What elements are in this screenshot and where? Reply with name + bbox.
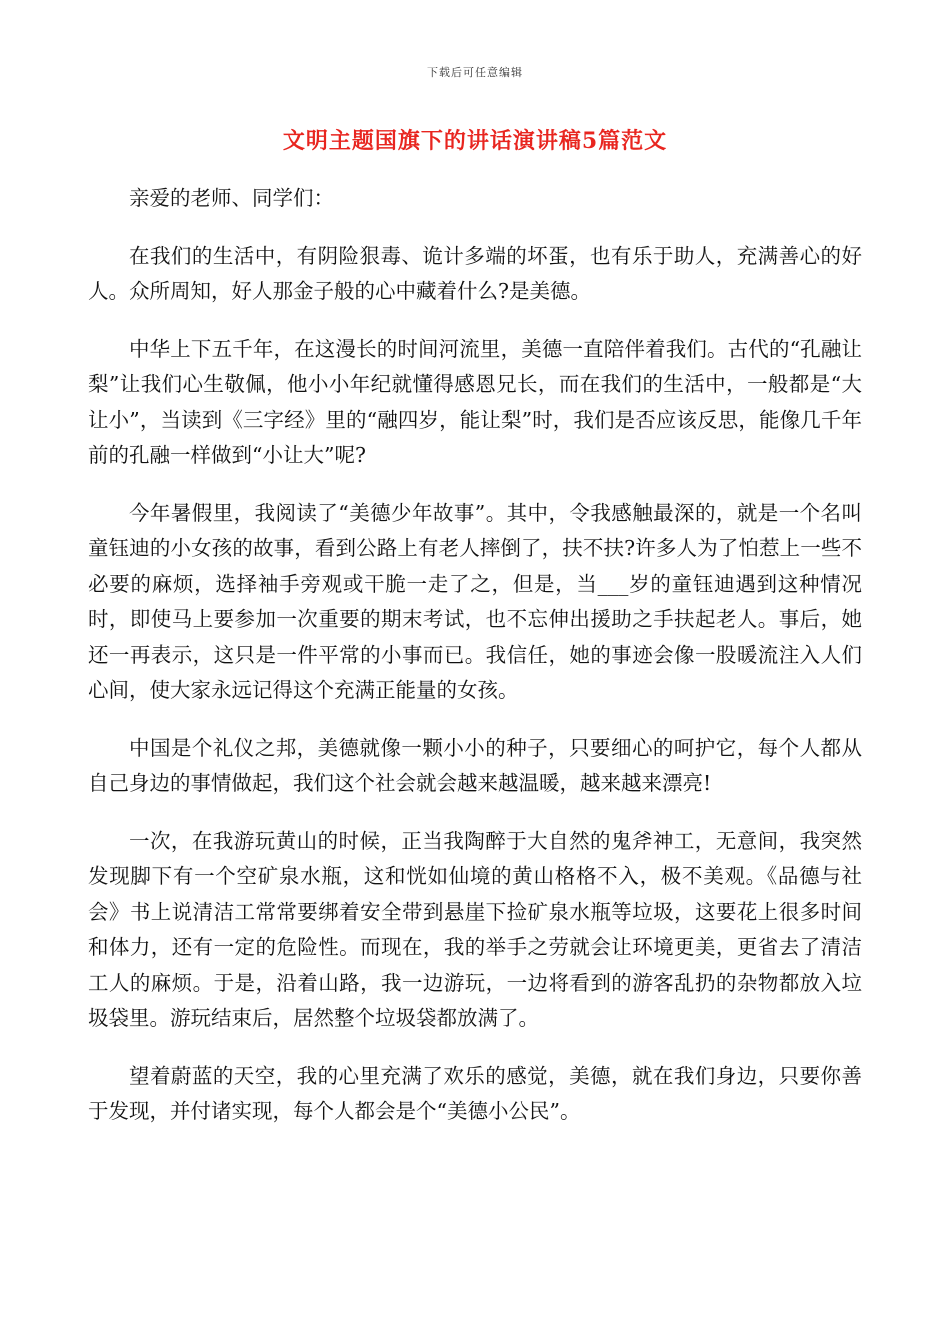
header-note: 下载后可任意编辑 [427,66,523,79]
paragraph-5: 一次，在我游玩黄山的时候，正当我陶醉于大自然的鬼斧神工，无意间，我突然发现脚下有一个空矿泉水瓶，这和恍如仙境的黄山格格不入，极不美观。《品德与社会》书上说清洁工常常要绑着安全带到悬崖下捡矿泉水瓶等垃圾，这要花上很多时间和体力，还有一定的危险性。而现在，我的举手之劳就会让环境更美，更省去了清洁工人的麻烦。于是，沿着山路，我一边游玩，一边将看到的游客乱扔的杂物都放入垃圾袋里。游玩结束后，居然整个垃圾袋都放满了。 [88,828,862,1030]
document-body [88,181,862,1152]
paragraph-2: 中华上下五千年，在这漫长的时间河流里，美德一直陪伴着我们。古代的“孔融让梨”让我们心生敬佩，他小小年纪就懂得感恩兄长，而在我们的生活中，一般都是“大让小”，当读到《三字经》里的“融四岁，能让梨”时，我们是否应该反思，能像几千年前的孔融一样做到“小让大”呢? [88,336,862,467]
paragraph-3: 今年暑假里，我阅读了“美德少年故事”。其中，令我感触最深的，就是一个名叫童钰迪的小女孩的故事，看到公路上有老人摔倒了，扶不扶?许多人为了怕惹上一些不必要的麻烦，选择袖手旁观或干脆一走了之，但是，当___岁的童钰迪遇到这种情况时，即使马上要参加一次重要的期末考试，也不忘伸出援助之手扶起老人。事后，她还一再表示，这只是一件平常的小事而已。我信任，她的事迹会像一股暖流注入人们心间，使大家永远记得这个充满正能量的女孩。 [88,500,862,702]
paragraph-1: 在我们的生活中，有阴险狠毒、诡计多端的坏蛋，也有乐于助人，充满善心的好人。众所周知，好人那金子般的心中藏着什么?是美德。 [88,243,862,303]
document-title: 文明主题国旗下的讲话演讲稿5篇范文 [282,128,668,154]
paragraph-6: 望着蔚蓝的天空，我的心里充满了欢乐的感觉，美德，就在我们身边，只要你善于发现，并付诸实现，每个人都会是个“美德小公民”。 [88,1063,862,1123]
salutation: 亲爱的老师、同学们： [129,186,334,210]
paragraph-4: 中国是个礼仪之邦，美德就像一颗小小的种子，只要细心的呵护它，每个人都从自己身边的事情做起，我们这个社会就会越来越温暖，越来越来漂亮! [88,735,862,795]
